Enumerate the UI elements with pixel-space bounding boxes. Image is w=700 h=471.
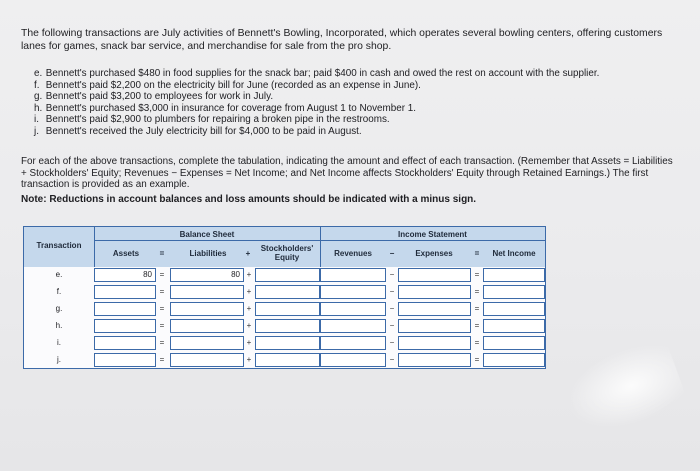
plus-sign: + <box>246 321 252 330</box>
equals-sign: = <box>159 304 165 313</box>
row-label: j. <box>57 355 61 364</box>
equals-sign: = <box>159 355 165 364</box>
expenses-input[interactable] <box>398 302 471 316</box>
transaction-item <box>34 114 684 126</box>
liabilities-input[interactable]: 80 <box>170 268 244 282</box>
transaction-letter: e. <box>34 68 43 79</box>
net-income-input[interactable] <box>483 336 545 350</box>
tabulation-table <box>23 226 546 369</box>
equals-sign: = <box>474 270 480 279</box>
revenues-input[interactable] <box>320 319 386 333</box>
assets-input[interactable] <box>94 302 156 316</box>
revenues-input[interactable] <box>320 336 386 350</box>
net-income-input[interactable] <box>483 353 545 367</box>
transaction-text: Bennett's received the July electricity bill for $4,000 to be paid in August. <box>45 125 362 137</box>
equals-sign: = <box>474 338 480 347</box>
row-label: f. <box>56 287 62 296</box>
instructions-text: For each of the above transactions, complete the tabulation, indicating the amount and effect of each transaction. (Remember that Assets = Liabilities + Stockholders' Equity; Revenues − Expenses = Net Income; and Net Income affects Stockholders' Equity through Retained Earnings.) The first transaction is provided as an example. <box>21 156 673 191</box>
table-row <box>24 284 545 300</box>
liabilities-input[interactable] <box>170 302 244 316</box>
table-row <box>24 267 545 283</box>
transaction-letter: h. <box>34 102 43 114</box>
header-balance-sheet: Balance Sheet <box>179 230 235 239</box>
equity-input[interactable] <box>255 353 320 367</box>
equals-sign: = <box>474 355 480 364</box>
assets-input[interactable]: 80 <box>94 268 156 282</box>
header-equals-2: = <box>474 249 480 258</box>
header-revenues: Revenues <box>334 249 372 258</box>
equals-sign: = <box>474 287 480 296</box>
plus-sign: + <box>246 270 252 279</box>
table-header <box>24 227 545 267</box>
row-label: h. <box>55 321 63 330</box>
equity-input[interactable] <box>255 336 320 350</box>
table-row <box>24 335 545 351</box>
header-minus: − <box>389 249 395 258</box>
header-equals-1: = <box>159 249 165 258</box>
plus-sign: + <box>246 287 252 296</box>
header-transaction: Transaction <box>36 241 82 250</box>
transaction-item <box>34 68 684 80</box>
header-net-income: Net Income <box>492 249 536 258</box>
header-liabilities: Liabilities <box>189 249 227 258</box>
net-income-input[interactable] <box>483 268 545 282</box>
expenses-input[interactable] <box>398 319 471 333</box>
equals-sign: = <box>159 321 165 330</box>
net-income-input[interactable] <box>483 285 545 299</box>
assets-input[interactable] <box>94 285 156 299</box>
transaction-text: Bennett's purchased $3,000 in insurance for coverage from August 1 to November 1. <box>45 102 416 114</box>
row-label: i. <box>57 338 61 347</box>
equity-input[interactable] <box>255 268 320 282</box>
header-plus: + <box>245 249 251 258</box>
table-row <box>24 352 545 368</box>
equity-input[interactable] <box>255 319 320 333</box>
header-stockholders-equity: Stockholders' Equity <box>260 244 314 262</box>
transaction-text: Bennett's paid $3,200 to employees for work in July. <box>45 91 274 103</box>
row-label: g. <box>55 304 63 313</box>
minus-sign: − <box>389 338 395 347</box>
equals-sign: = <box>474 304 480 313</box>
equity-input[interactable] <box>255 285 320 299</box>
transaction-text: Bennett's paid $2,200 on the electricity bill for June (recorded as an expense in June). <box>45 79 421 91</box>
transaction-text: Bennett's purchased $480 in food supplies for the snack bar; paid $400 in cash and owed the rest on account with the supplier. <box>45 68 600 79</box>
transaction-letter: f. <box>34 79 40 91</box>
plus-sign: + <box>246 304 252 313</box>
net-income-input[interactable] <box>483 302 545 316</box>
expenses-input[interactable] <box>398 268 471 282</box>
table-row <box>24 318 545 334</box>
expenses-input[interactable] <box>398 336 471 350</box>
minus-sign: − <box>389 287 395 296</box>
minus-sign: − <box>389 304 395 313</box>
revenues-input[interactable] <box>320 285 386 299</box>
transaction-text: Bennett's paid $2,900 to plumbers for repairing a broken pipe in the restrooms. <box>45 114 390 126</box>
liabilities-input[interactable] <box>170 353 244 367</box>
minus-sign: − <box>389 270 395 279</box>
assets-input[interactable] <box>94 336 156 350</box>
assets-input[interactable] <box>94 353 156 367</box>
note-text: Note: Reductions in account balances and loss amounts should be indicated with a minus sign. <box>21 194 477 205</box>
header-assets: Assets <box>112 249 140 258</box>
liabilities-input[interactable] <box>170 285 244 299</box>
equals-sign: = <box>474 321 480 330</box>
table-row <box>24 301 545 317</box>
transaction-letter: g. <box>34 91 43 103</box>
plus-sign: + <box>246 338 252 347</box>
liabilities-input[interactable] <box>170 319 244 333</box>
revenues-input[interactable] <box>320 268 386 282</box>
plus-sign: + <box>246 355 252 364</box>
assets-input[interactable] <box>94 319 156 333</box>
liabilities-input[interactable] <box>170 336 244 350</box>
transaction-letter: j. <box>34 125 39 137</box>
transaction-item <box>34 80 684 92</box>
transaction-item <box>34 91 684 103</box>
expenses-input[interactable] <box>398 285 471 299</box>
header-expenses: Expenses <box>415 249 453 258</box>
expenses-input[interactable] <box>398 353 471 367</box>
header-income-statement: Income Statement <box>398 230 467 239</box>
transaction-list <box>34 68 684 138</box>
net-income-input[interactable] <box>483 319 545 333</box>
row-label: e. <box>55 270 63 279</box>
revenues-input[interactable] <box>320 353 386 367</box>
minus-sign: − <box>389 321 395 330</box>
revenues-input[interactable] <box>320 302 386 316</box>
minus-sign: − <box>389 355 395 364</box>
equals-sign: = <box>159 338 165 347</box>
equity-input[interactable] <box>255 302 320 316</box>
screen-glare <box>550 332 690 448</box>
equals-sign: = <box>159 287 165 296</box>
transaction-item <box>34 126 684 138</box>
transaction-letter: i. <box>34 114 39 126</box>
equals-sign: = <box>159 270 165 279</box>
intro-text: The following transactions are July activities of Bennett's Bowling, Incorporated, which operates several bowling centers, offering customers lanes for games, snack bar service, and merchandise for sale from the pro shop. <box>21 28 663 52</box>
transaction-item <box>34 103 684 115</box>
